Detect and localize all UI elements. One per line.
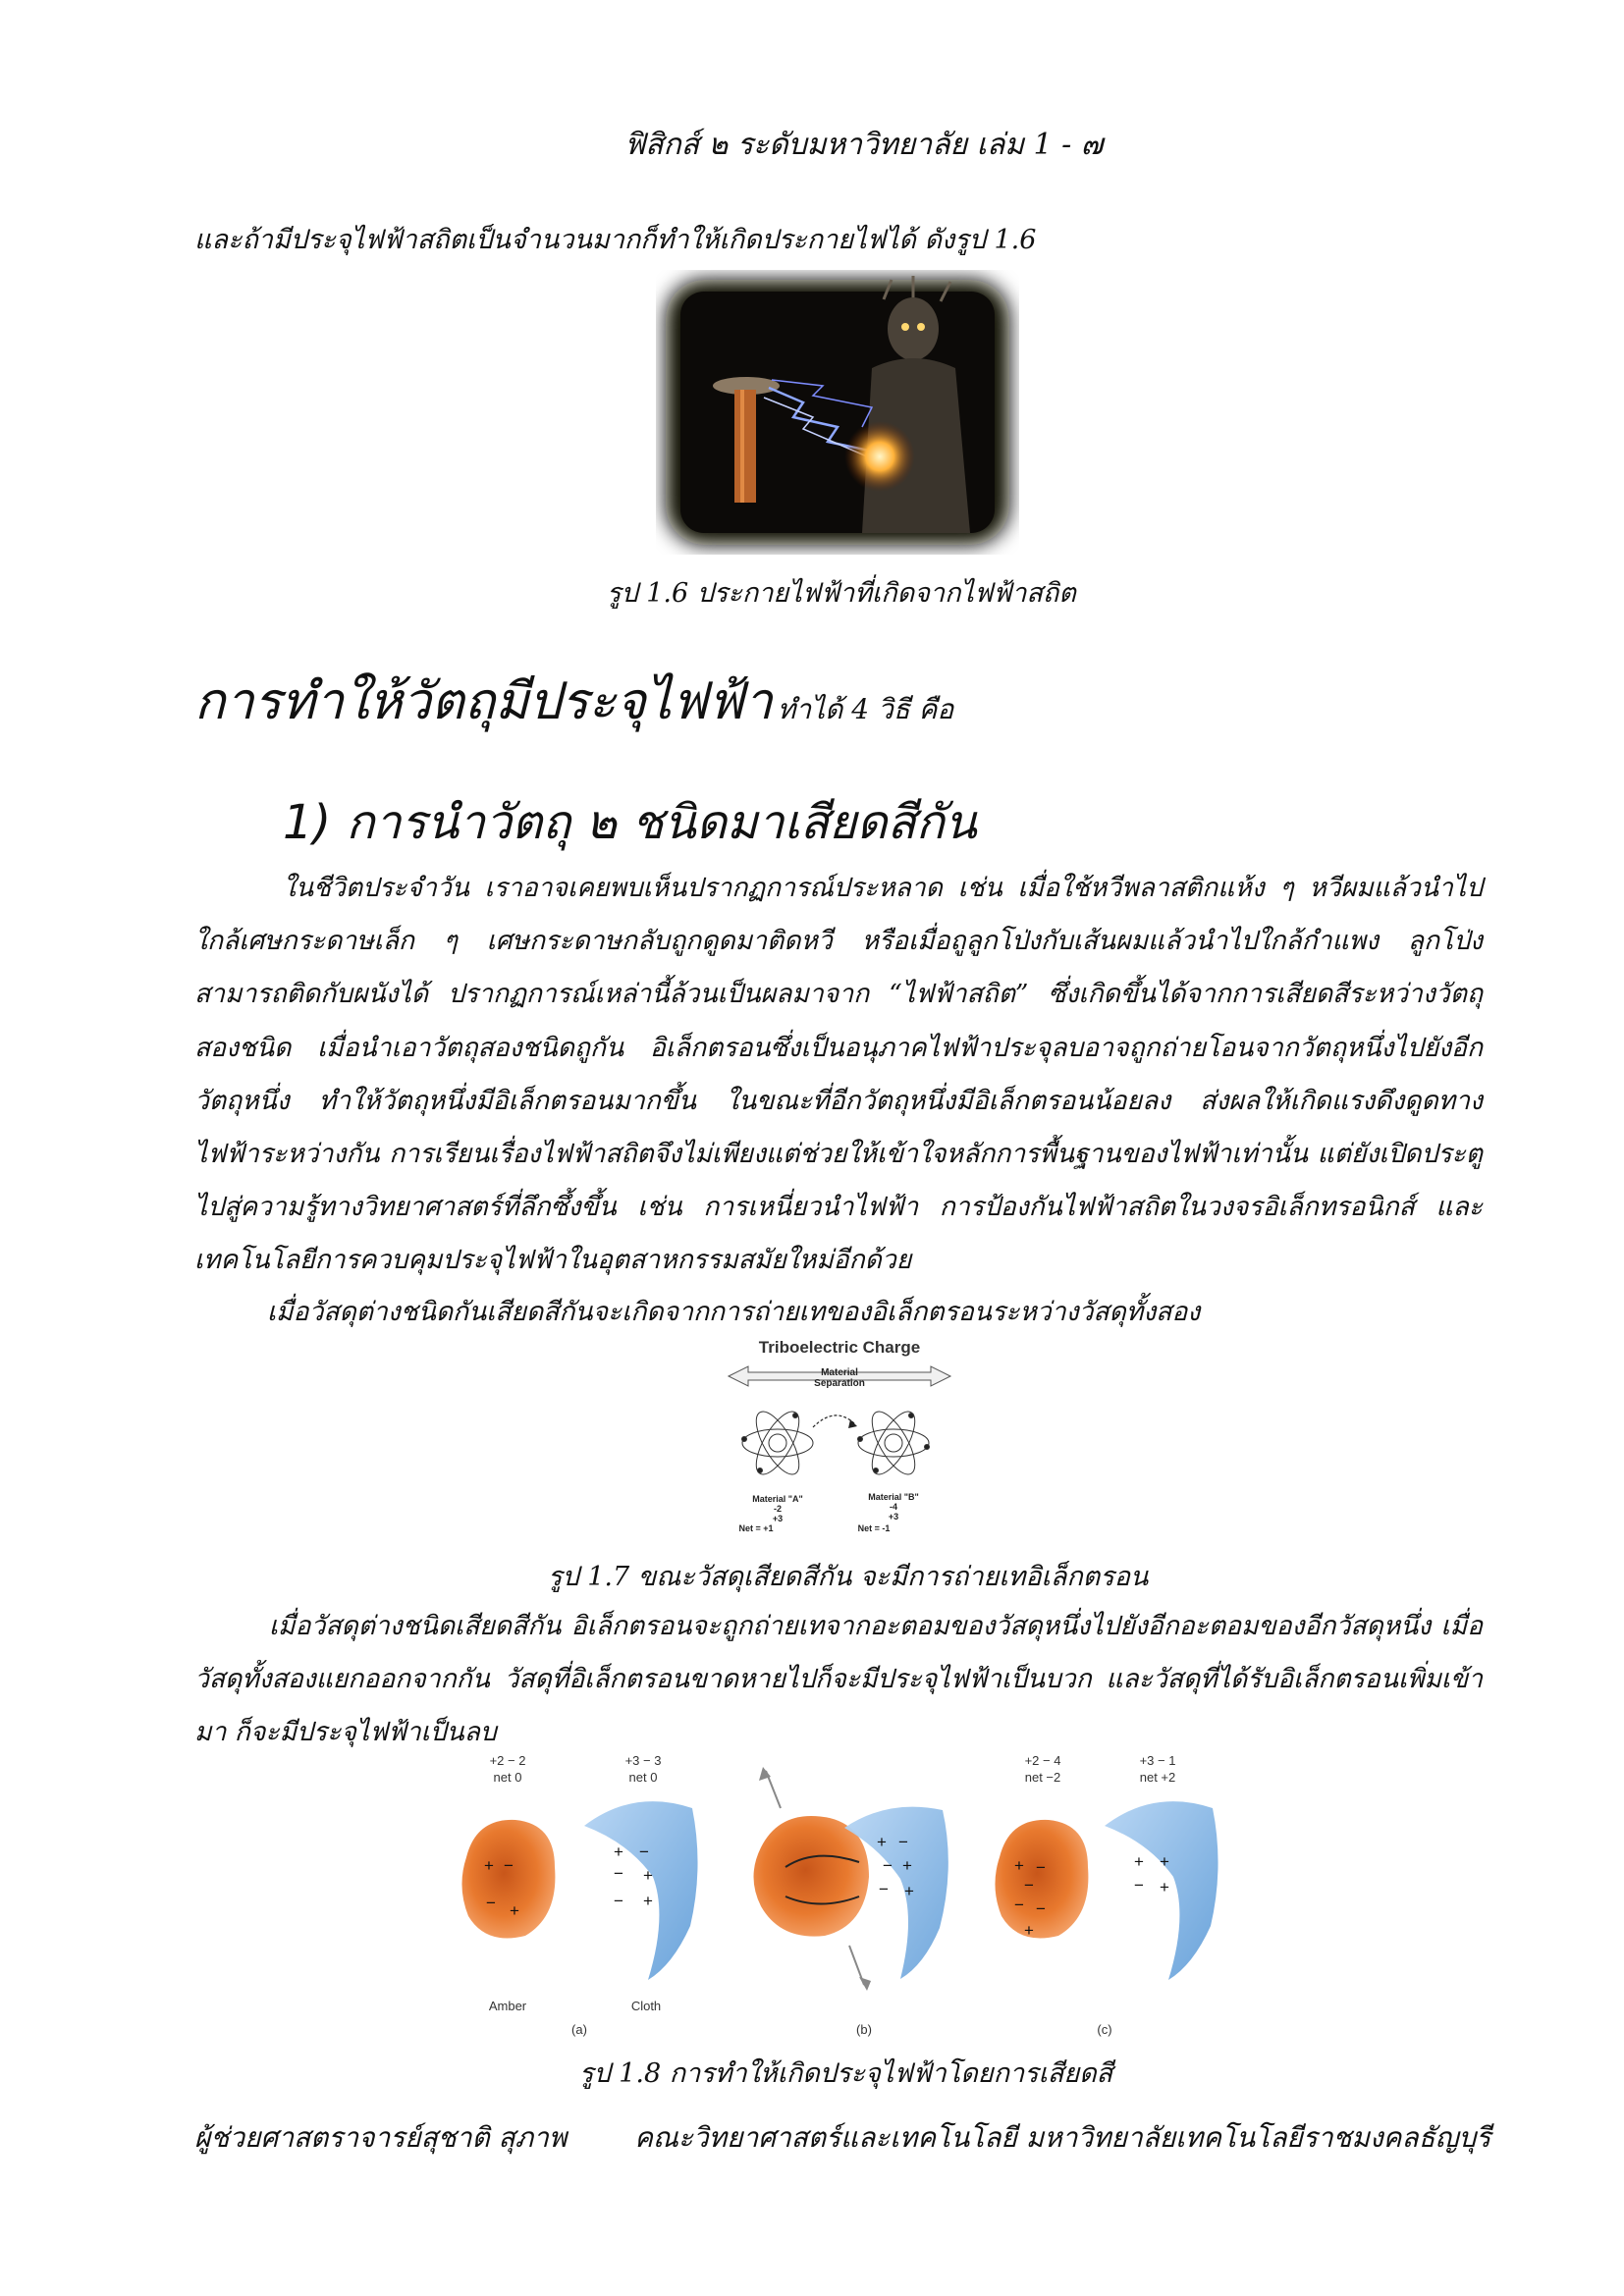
material-a-val-1: -2 — [773, 1504, 783, 1514]
footer-author: ผู้ช่วยศาสตราจารย์สุชาติ สุภาพ — [194, 2121, 568, 2154]
svg-text:−: − — [1036, 1858, 1046, 1877]
a-amber-net: net 0 — [493, 1770, 522, 1785]
svg-text:+: + — [510, 1901, 519, 1920]
svg-text:−: − — [504, 1856, 514, 1875]
material-a-val-2: +3 — [772, 1514, 784, 1523]
cloth-a — [584, 1801, 698, 1980]
amber-c — [995, 1820, 1088, 1939]
material-a-label: Material "A" — [752, 1494, 803, 1504]
separation-label-1: Material — [821, 1367, 858, 1378]
amber-a — [461, 1820, 555, 1939]
section-title — [194, 660, 953, 741]
material-b-val-2: +3 — [888, 1512, 899, 1522]
svg-text:−: − — [883, 1856, 893, 1875]
atom-b — [858, 1406, 930, 1480]
subsection-title: 1) การนำวัตถุ ๒ ชนิดมาเสียดสีกัน — [283, 795, 977, 850]
intro-line: และถ้ามีประจุไฟฟ้าสถิตเป็นจำนวนมากก็ทำให้เกิดประกายไฟได้ ดังรูป 1.6 — [194, 225, 1037, 255]
svg-text:−: − — [1024, 1876, 1034, 1895]
separation-label-2: Separation — [814, 1378, 865, 1389]
svg-text:+: + — [643, 1892, 653, 1910]
section-title-main: การทำให้วัตถุมีประจุไฟฟ้า — [194, 672, 773, 731]
panel-b-label: (b) — [856, 2022, 872, 2037]
svg-text:−: − — [879, 1880, 889, 1898]
svg-text:+: + — [1014, 1856, 1024, 1875]
paragraph-1: ในชีวิตประจำวัน เราอาจเคยพบเห็นปรากฏการณ์ประหลาด เช่น เมื่อใช้หวีพลาสติกแห้ง ๆ หวีผมแล้วนำไปใกล้เศษกระดาษเล็ก ๆ เศษกระดาษกลับถูกดูดมาติดหวี หรือเมื่อถูลูกโป่งกับเส้นผมแล้วนำไปใกล้กำแพง ลูกโป่งสามารถติดกับผนังได้ ปรากฏการณ์เหล่านี้ล้วนเป็นผลมาจาก “ไฟฟ้าสถิต” ซึ่งเกิดขึ้นได้จากการเสียดสีระหว่างวัตถุสองชนิด เมื่อนำเอาวัตถุสองชนิดถูกัน อิเล็กตรอนซึ่งเป็นอนุภาคไฟฟ้าประจุลบอาจถูกถ่ายโอนจากวัตถุหนึ่งไปยังอีกวัตถุหนึ่ง ทำให้วัตถุหนึ่งมีอิเล็กตรอนมากขึ้น ในขณะที่อีกวัตถุหนึ่งมีอิเล็กตรอนน้อยลง ส่งผลให้เกิดแรงดึงดูดทางไฟฟ้าระหว่างกัน การเรียนเรื่องไฟฟ้าสถิตจึงไม่เพียงแต่ช่วยให้เข้าใจหลักการพื้นฐานของไฟฟ้าเท่านั้น แต่ยังเปิดประตูไปสู่ความรู้ทางวิทยาศาสตร์ที่ลึกซึ้งขึ้น เช่น การเหนี่ยวนำไฟฟ้า การป้องกันไฟฟ้าสถิตในวงจรอิเล็กทรอนิกส์ และเทคโนโลยีการควบคุมประจุไฟฟ้าในอุตสาหกรรมสมัยใหม่อีกด้วย — [194, 873, 1483, 1276]
svg-text:−: − — [614, 1864, 623, 1883]
figure-1-6-caption: รูป 1.6 ประกายไฟฟ้าที่เกิดจากไฟฟ้าสถิต — [607, 578, 1076, 609]
triboelectric-title: Triboelectric Charge — [758, 1338, 921, 1357]
svg-text:+: + — [1024, 1921, 1034, 1940]
atom-a — [742, 1406, 814, 1480]
c-cloth-net: net +2 — [1139, 1770, 1176, 1785]
svg-text:−: − — [1134, 1876, 1144, 1895]
a-cloth-net: net 0 — [628, 1770, 658, 1785]
c-amber-charges: +2 − 4 — [1024, 1753, 1061, 1768]
svg-text:+: + — [643, 1866, 653, 1885]
page-header: ฟิสิกส์ ๒ ระดับมหาวิทยาลัย เล่ม 1 - ๗ — [624, 128, 1104, 162]
svg-text:+: + — [1160, 1878, 1169, 1896]
footer-faculty: คณะวิทยาศาสตร์และเทคโนโลยี มหาวิทยาลัยเทคโนโลยีราชมงคลธัญบุรี — [634, 2121, 1491, 2154]
svg-text:+: + — [877, 1833, 887, 1851]
svg-text:−: − — [614, 1892, 623, 1910]
triboelectric-diagram — [717, 1337, 962, 1543]
svg-text:−: − — [1036, 1899, 1046, 1918]
figure-1-8-caption: รูป 1.8 การทำให้เกิดประจุไฟฟ้าโดยการเสียดสี — [579, 2058, 1113, 2089]
svg-text:+: + — [484, 1856, 494, 1875]
tesla-spark-photo — [656, 270, 1019, 555]
amber-b — [754, 1816, 870, 1937]
svg-text:+: + — [614, 1842, 623, 1861]
svg-text:+: + — [904, 1882, 914, 1900]
material-b-net: Net = -1 — [857, 1523, 891, 1533]
material-b-val-1: -4 — [889, 1502, 898, 1512]
svg-text:−: − — [898, 1833, 908, 1851]
paragraph-2: เมื่อวัสดุต่างชนิดกันเสียดสีกันจะเกิดจากการถ่ายเทของอิเล็กตรอนระหว่างวัสดุทั้งสอง — [267, 1297, 1201, 1327]
cloth-label: Cloth — [630, 1999, 662, 2013]
a-cloth-charges: +3 − 3 — [624, 1753, 662, 1768]
paragraph-3: เมื่อวัสดุต่างชนิดเสียดสีกัน อิเล็กตรอนจะถูกถ่ายเทจากอะตอมของวัสดุหนึ่งไปยังอีกอะตอมของอีกวัสดุหนึ่ง เมื่อวัสดุทั้งสองแยกออกจากกัน วัสดุที่อิเล็กตรอนขาดหายไปก็จะมีประจุไฟฟ้าเป็นบวก และวัสดุที่ได้รับอิเล็กตรอนเพิ่มเข้ามา ก็จะมีประจุไฟฟ้าเป็นลบ — [194, 1611, 1483, 1748]
material-b-label: Material "B" — [868, 1492, 919, 1502]
svg-text:−: − — [486, 1894, 496, 1912]
electron-transfer-arrow — [813, 1415, 854, 1427]
page-footer — [194, 2116, 1490, 2160]
svg-text:−: − — [639, 1842, 649, 1861]
figure-1-7-caption: รูป 1.7 ขณะวัสดุเสียดสีกัน จะมีการถ่ายเทอิเล็กตรอน — [548, 1562, 1149, 1592]
a-amber-charges: +2 − 2 — [489, 1753, 526, 1768]
material-a-net: Net = +1 — [738, 1523, 774, 1533]
panel-a-label: (a) — [571, 2022, 587, 2037]
svg-text:−: − — [1014, 1896, 1024, 1914]
svg-text:+: + — [1160, 1852, 1169, 1871]
svg-text:+: + — [902, 1856, 912, 1875]
panel-c-label: (c) — [1097, 2022, 1112, 2037]
svg-text:+: + — [1134, 1852, 1144, 1871]
amber-label: Amber — [488, 1999, 527, 2013]
c-cloth-charges: +3 − 1 — [1139, 1753, 1176, 1768]
amber-cloth-figure — [447, 1749, 1222, 2044]
c-amber-net: net −2 — [1024, 1770, 1061, 1785]
section-title-suffix: ทำได้ 4 วิธี คือ — [777, 693, 954, 725]
